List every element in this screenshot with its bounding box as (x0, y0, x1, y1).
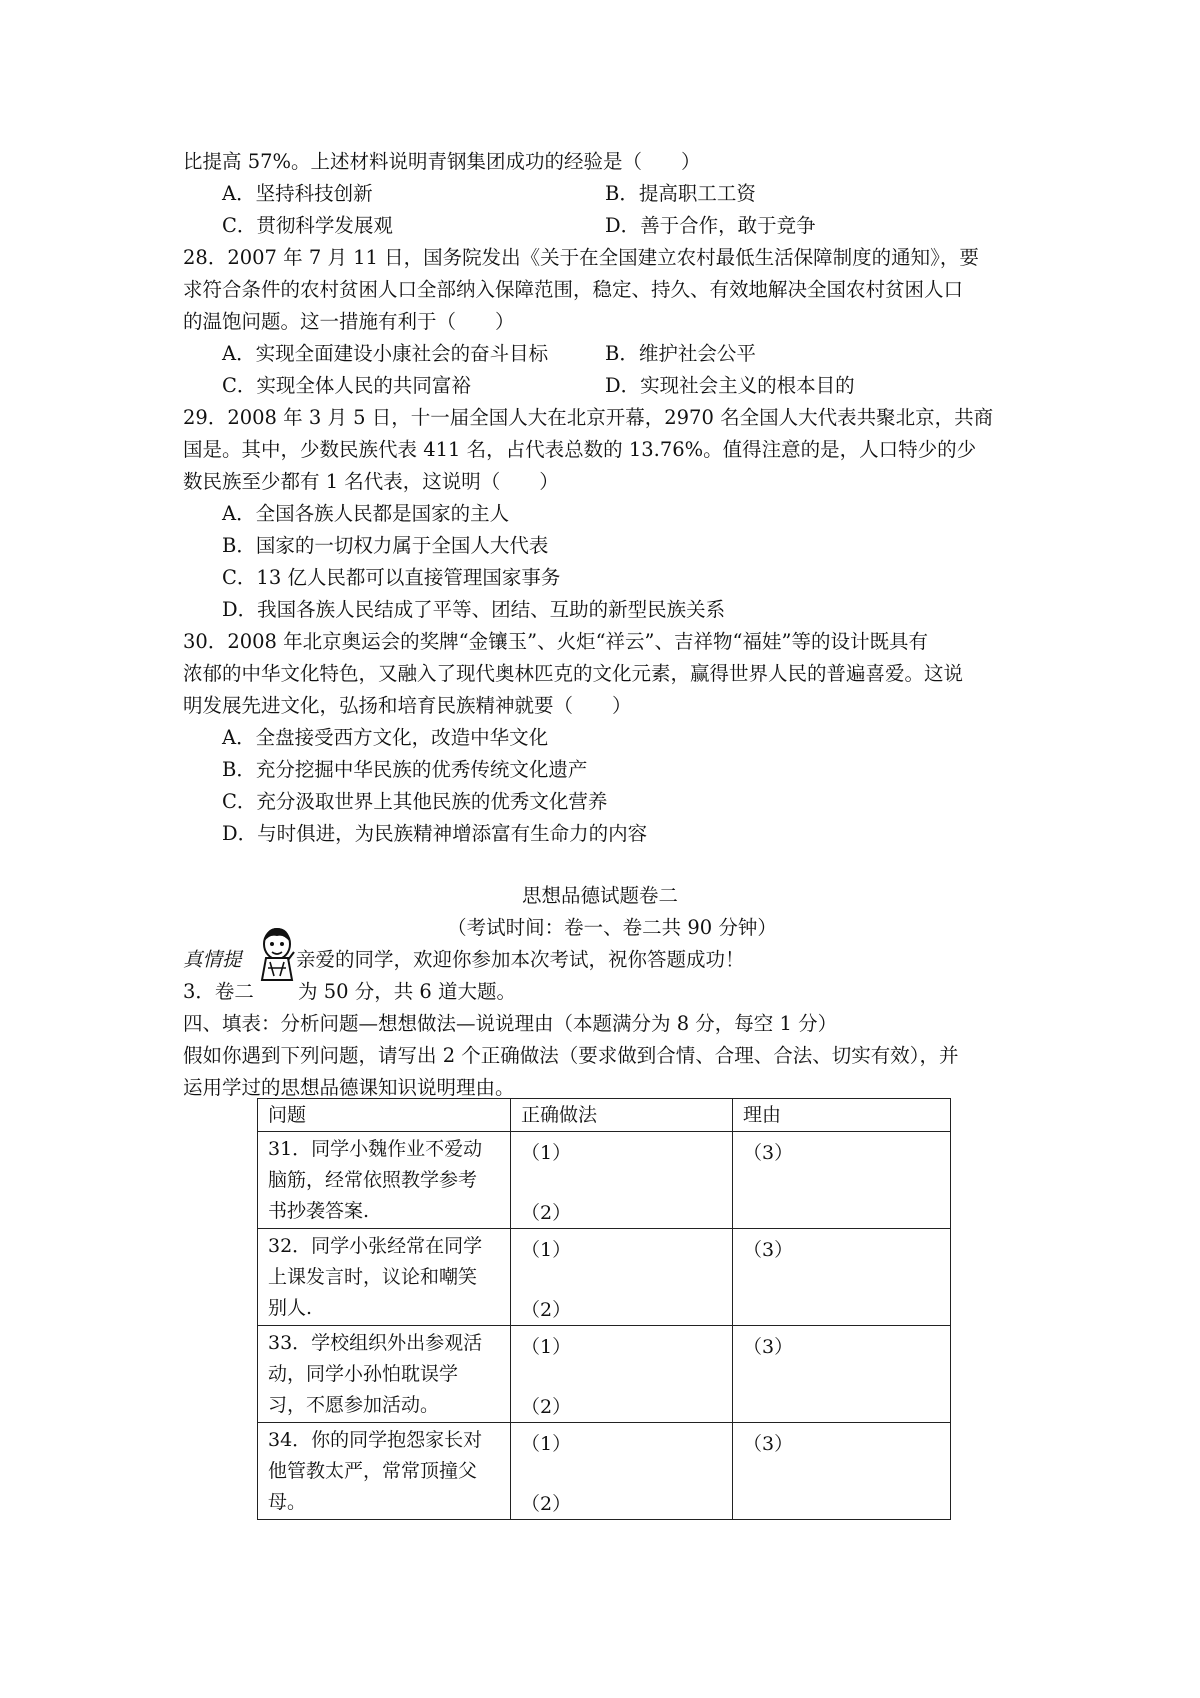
q27-stem-end: 比提高 57%。上述材料说明青钢集团成功的经验是（ ） (183, 150, 701, 173)
q27-option-a: A．坚持科技创新 (222, 182, 373, 205)
q30-stem-line: 浓郁的中华文化特色，又融入了现代奥林匹克的文化元素，赢得世界人民的普遍喜爱。这说 (183, 662, 964, 685)
answer-slot-2: （2） (521, 1299, 572, 1321)
q27-option-c: C．贯彻科学发展观 (222, 214, 393, 237)
table-row (258, 1229, 951, 1326)
paper2-title: 思想品德试题卷二 (521, 884, 678, 907)
reason-cell[interactable] (733, 1229, 951, 1326)
q30-option-c: C．充分汲取世界上其他民族的优秀文化营养 (222, 790, 608, 813)
q29-option-d: D．我国各族人民结成了平等、团结、互助的新型民族关系 (222, 598, 726, 621)
problem-line: 他管教太严，常常顶撞父 (268, 1460, 478, 1482)
table-header-row (258, 1099, 951, 1132)
table-row (258, 1423, 951, 1520)
problem-cell (258, 1326, 511, 1423)
q30-stem-line: 30．2008 年北京奥运会的奖牌“金镶玉”、火炬“祥云”、吉祥物“福娃”等的设计既具有 (183, 630, 928, 653)
problem-cell (258, 1229, 511, 1326)
answer-slot-2: （2） (521, 1202, 572, 1224)
q29-option-b: B．国家的一切权力属于全国人大代表 (222, 534, 549, 557)
problem-line: 上课发言时，议论和嘲笑 (268, 1266, 478, 1288)
paper2-subtitle: （考试时间：卷一、卷二共 90 分钟） (447, 916, 777, 939)
problem-line: 脑筋，经常依照教学参考 (268, 1169, 478, 1191)
problem-line: 习，不愿参加活动。 (268, 1394, 440, 1416)
instruction-line: 运用学过的思想品德课知识说明理由。 (183, 1076, 515, 1099)
problem-line: 母。 (268, 1491, 307, 1513)
q28-stem-line: 的温饱问题。这一措施有利于（ ） (183, 310, 515, 333)
q27-option-b: B．提高职工工资 (605, 182, 756, 205)
problem-line: 33．学校组织外出参观活 (268, 1332, 483, 1354)
q28-option-b: B．维护社会公平 (605, 342, 756, 365)
problem-line: 书抄袭答案. (268, 1200, 370, 1222)
answer-slot-2: （2） (521, 1396, 572, 1418)
table-row (258, 1132, 951, 1229)
method-cell[interactable] (511, 1132, 733, 1229)
paper2-note-prefix: 3．卷二 (183, 980, 254, 1003)
q30-option-d: D．与时俱进，为民族精神增添富有生命力的内容 (222, 822, 648, 845)
problem-line: 别人. (268, 1297, 313, 1319)
table-row (258, 1326, 951, 1423)
q29-stem-line: 29．2008 年 3 月 5 日，十一届全国人大在北京开幕，2970 名全国人大代表共聚北京，共商 (183, 406, 994, 429)
q30-option-b: B．充分挖掘中华民族的优秀传统文化遗产 (222, 758, 588, 781)
answer-slot-3: （3） (743, 1239, 794, 1261)
q28-stem-line: 求符合条件的农村贫困人口全部纳入保障范围，稳定、持久、有效地解决全国农村贫困人口 (183, 278, 964, 301)
q29-option-a: A．全国各族人民都是国家的主人 (222, 502, 510, 525)
section-four-title: 四、填表：分析问题—想想做法—说说理由（本题满分为 8 分，每空 1 分） (183, 1012, 838, 1035)
paper2-note-suffix: 为 50 分，共 6 道大题。 (298, 980, 517, 1003)
answer-slot-3: （3） (743, 1336, 794, 1358)
answer-slot-1: （1） (521, 1433, 572, 1455)
q30-stem-line: 明发展先进文化，弘扬和培育民族精神就要（ ） (183, 694, 632, 717)
reason-cell[interactable] (733, 1132, 951, 1229)
answer-slot-1: （1） (521, 1239, 572, 1261)
answer-table (257, 1098, 951, 1520)
cartoon-student-icon (258, 924, 296, 982)
answer-slot-1: （1） (521, 1336, 572, 1358)
answer-slot-1: （1） (521, 1142, 572, 1164)
q29-stem-line: 数民族至少都有 1 名代表，这说明（ ） (183, 470, 559, 493)
q29-option-c: C．13 亿人民都可以直接管理国家事务 (222, 566, 561, 589)
instruction-line: 假如你遇到下列问题，请写出 2 个正确做法（要求做到合情、合理、合法、切实有效），并 (183, 1044, 959, 1067)
q30-option-a: A．全盘接受西方文化，改造中华文化 (222, 726, 549, 749)
answer-slot-3: （3） (743, 1433, 794, 1455)
answer-slot-2: （2） (521, 1493, 572, 1515)
reason-cell[interactable] (733, 1326, 951, 1423)
problem-line: 34．你的同学抱怨家长对 (268, 1429, 483, 1451)
method-cell[interactable] (511, 1423, 733, 1520)
problem-cell (258, 1132, 511, 1229)
header-problem: 问题 (258, 1099, 511, 1132)
tip-text: 亲爱的同学，欢迎你参加本次考试，祝你答题成功！ (296, 948, 745, 971)
method-cell[interactable] (511, 1326, 733, 1423)
reason-cell[interactable] (733, 1423, 951, 1520)
method-cell[interactable] (511, 1229, 733, 1326)
q28-option-a: A．实现全面建设小康社会的奋斗目标 (222, 342, 549, 365)
q28-option-c: C．实现全体人民的共同富裕 (222, 374, 471, 397)
tip-label: 真情提 (183, 948, 242, 971)
q27-option-d: D．善于合作，敢于竞争 (605, 214, 816, 237)
header-method: 正确做法 (511, 1099, 733, 1132)
header-reason: 理由 (733, 1099, 951, 1132)
problem-cell (258, 1423, 511, 1520)
problem-line: 32．同学小张经常在同学 (268, 1235, 483, 1257)
q29-stem-line: 国是。其中，少数民族代表 411 名，占代表总数的 13.76%。值得注意的是，人口特少的少 (183, 438, 977, 461)
problem-line: 31．同学小魏作业不爱动 (268, 1138, 483, 1160)
problem-line: 动，同学小孙怕耽误学 (268, 1363, 459, 1385)
answer-slot-3: （3） (743, 1142, 794, 1164)
q28-option-d: D．实现社会主义的根本目的 (605, 374, 855, 397)
q28-stem-line: 28．2007 年 7 月 11 日，国务院发出《关于在全国建立农村最低生活保障制度的通知》，要 (183, 246, 979, 269)
